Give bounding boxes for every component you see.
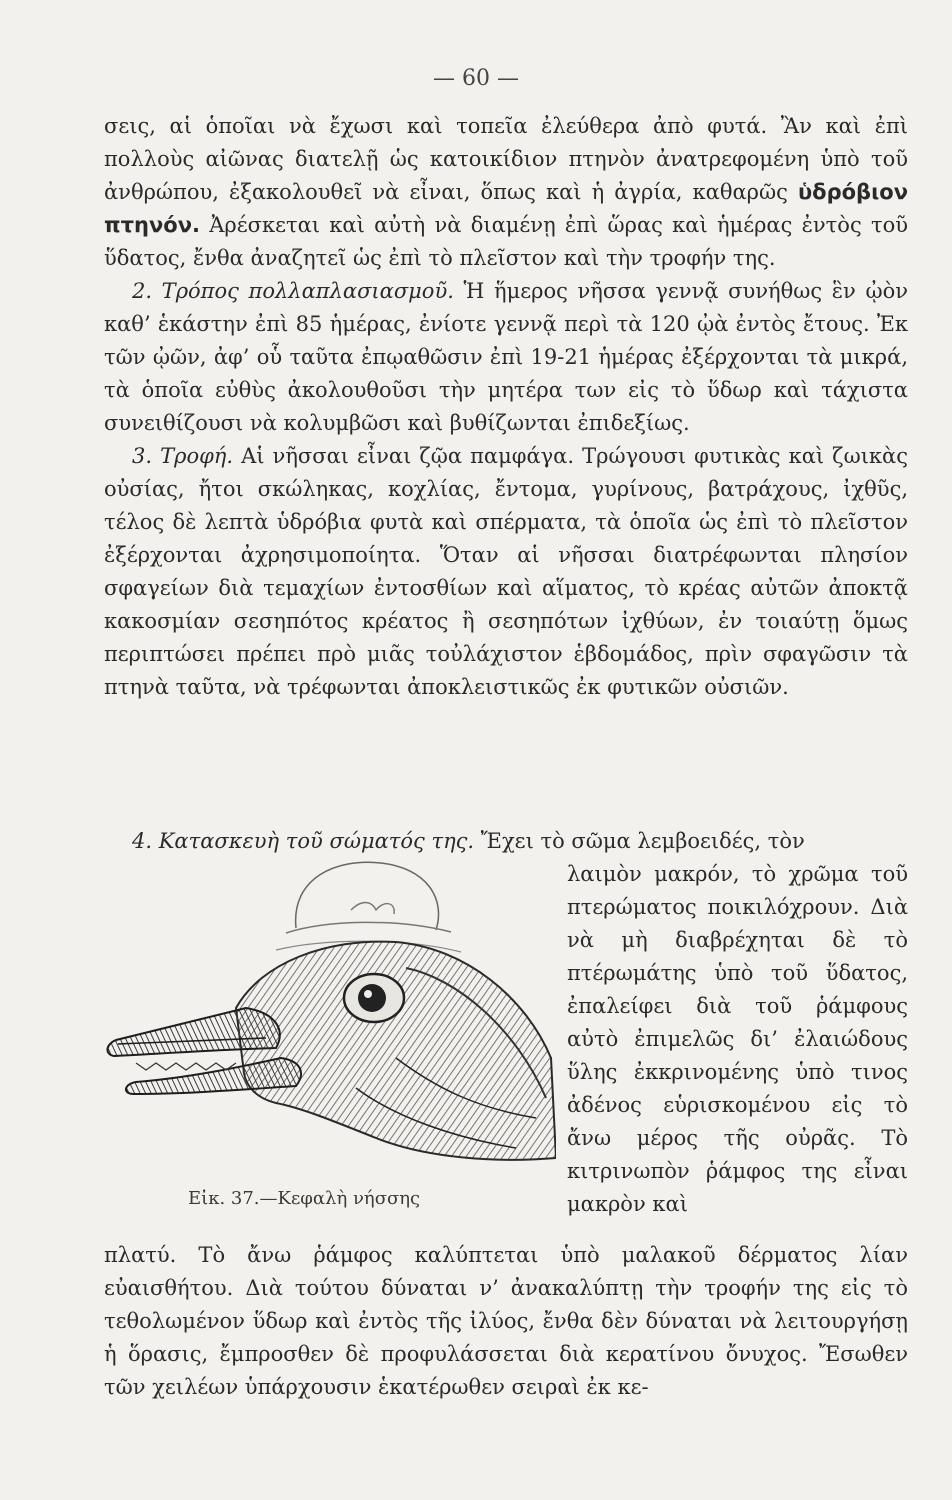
- paragraph-1-text: σεις, αἱ ὁποῖαι νὰ ἔχωσι καὶ τοπεῖα ἐλεύθερα ἀπὸ φυτά. Ἂν καὶ ἐπὶ πολλοὺς αἰῶνας διατελῇ ὡς κατοικίδιον πτηνὸν ἀνατρεφομένη ὑπὸ τοῦ ἀνθρώπου, ἐξακολουθεῖ νὰ εἶναι, ὅπως καὶ ἡ ἀγρία, καθαρῶς: [104, 114, 908, 204]
- paragraph-3: [104, 440, 908, 704]
- bold-term: ὑδρόβιον πτηνόν.: [104, 180, 908, 237]
- main-text-block: [104, 110, 908, 704]
- section-4-head-text: Ἔχει τὸ σῶμα λεμβοειδές, τὸν: [474, 829, 805, 853]
- section-4-heading: 4. Κατασκευὴ τοῦ σώματός της.: [132, 829, 475, 853]
- paragraph-2: [104, 275, 908, 440]
- paragraph-3-text: Αἱ νῆσσαι εἶναι ζῷα παμφάγα. Τρώγουσι φυτικὰς καὶ ζωικὰς οὐσίας, ἤτοι σκώληκας, κοχλίας, ἔντομα, γυρίνους, βατράχους, ἰχθῦς, τέλος δὲ λεπτὰ ὑδρόβια φυτὰ καὶ σπέρματα, τὰ ὁποῖα ὡς ἐπὶ τὸ πλεῖστον ἐξέρχονται ἀχρησιμοποίητα. Ὅταν αἱ νῆσσαι διατρέφωνται πλησίον σφαγείων διὰ τεμαχίων ἐντοσθίων καὶ αἵματος, τὸ κρέας αὐτῶν ἀποκτᾷ κακοσμίαν σεσηπότος κρέατος ἢ σεσηπότων ἰχθύων, ἐν τοιαύτῃ ὅμως περιπτώσει πρέπει πρὸ μιᾶς τοὐλάχιστον ἑβδομάδος, πρὶν σφαγῶσιν τὰ πτηνὰ ταῦτα, νὰ τρέφωνται ἀποκλειστικῶς ἐκ φυτικῶν οὐσιῶν.: [104, 444, 908, 699]
- wrapped-text: λαιμὸν μακρόν, τὸ χρῶμα τοῦ πτερώματος ποικιλόχρουν. Διὰ νὰ μὴ διαβρέχηται δὲ τὸ πτέρωμάτης ὑπὸ τοῦ ὕδατος, ἐπαλείφει διὰ τοῦ ῥάμφους αὐτὸ ἐπιμελῶς δι’ ἐλαιώδους ὕλης ἐκκρινομένης ὑπὸ τινος ἀδένος εὑρισκομένου εἰς τὸ ἄνω μέρος τῆς οὐρᾶς. Τὸ κιτρινωπὸν ῥάμφος της εἶναι μακρὸν καὶ: [567, 862, 908, 1216]
- section-3-heading: 3. Τροφή.: [132, 444, 234, 468]
- section-4-line: [132, 825, 908, 858]
- duck-head-figure: [96, 858, 556, 1178]
- page-number: — 60 —: [433, 66, 519, 91]
- wrapped-text-column: [567, 858, 908, 1221]
- bottom-paragraph: πλατύ. Τὸ ἄνω ῥάμφος καλύπτεται ὑπὸ μαλακοῦ δέρματος λίαν εὐαισθήτου. Διὰ τούτου δύναται ν’ ἀνακαλύπτῃ τὴν τροφήν της εἰς τὸ τεθολωμένον ὕδωρ καὶ ἐντὸς τῆς ἰλύος, ἔνθα δὲν δύναται νὰ λειτουργήσῃ ἡ ὅρασις, ἔμπροσθεν δὲ προφυλάσσεται διὰ κερατίνου ὄνυχος. Ἔσωθεν τῶν χειλέων ὑπάρχουσιν ἑκατέρωθεν σειραὶ ἐκ κε-: [104, 1243, 908, 1399]
- bottom-text-block: [104, 1239, 908, 1404]
- figure-caption: Εἰκ. 37.—Κεφαλὴ νήσσης: [188, 1188, 421, 1209]
- duck-head-illustration: [96, 858, 556, 1178]
- paragraph-2-text: Ἡ ἥμερος νῆσσα γεννᾷ συνήθως ἓν ᾠὸν καθ’ ἑκάστην ἐπὶ 85 ἡμέρας, ἐνίοτε γεννᾷ περὶ τὰ 120 ᾠὰ ἐντὸς ἔτους. Ἐκ τῶν ᾠῶν, ἀφ’ οὗ ταῦτα ἐπῳαθῶσιν ἐπὶ 19-21 ἡμέρας ἐξέρχονται τὰ μικρά, τὰ ὁποῖα εὐθὺς ἀκολουθοῦσι τὴν μητέρα των εἰς τὸ ὕδωρ καὶ τάχιστα συνειθίζουσι νὰ κολυμβῶσι καὶ βυθίζωνται ἐπιδεξίως.: [104, 279, 908, 435]
- section-2-heading: 2. Τρόπος πολλαπλασιασμοῦ.: [132, 279, 454, 303]
- paragraph-1: [104, 110, 908, 275]
- paragraph-1-tail: Ἀρέσκεται καὶ αὐτὴ νὰ διαμένῃ ἐπὶ ὥρας καὶ ἡμέρας ἐντὸς τοῦ ὕδατος, ἔνθα ἀναζητεῖ ὡς ἐπὶ τὸ πλεῖστον καὶ τὴν τροφήν της.: [104, 213, 908, 270]
